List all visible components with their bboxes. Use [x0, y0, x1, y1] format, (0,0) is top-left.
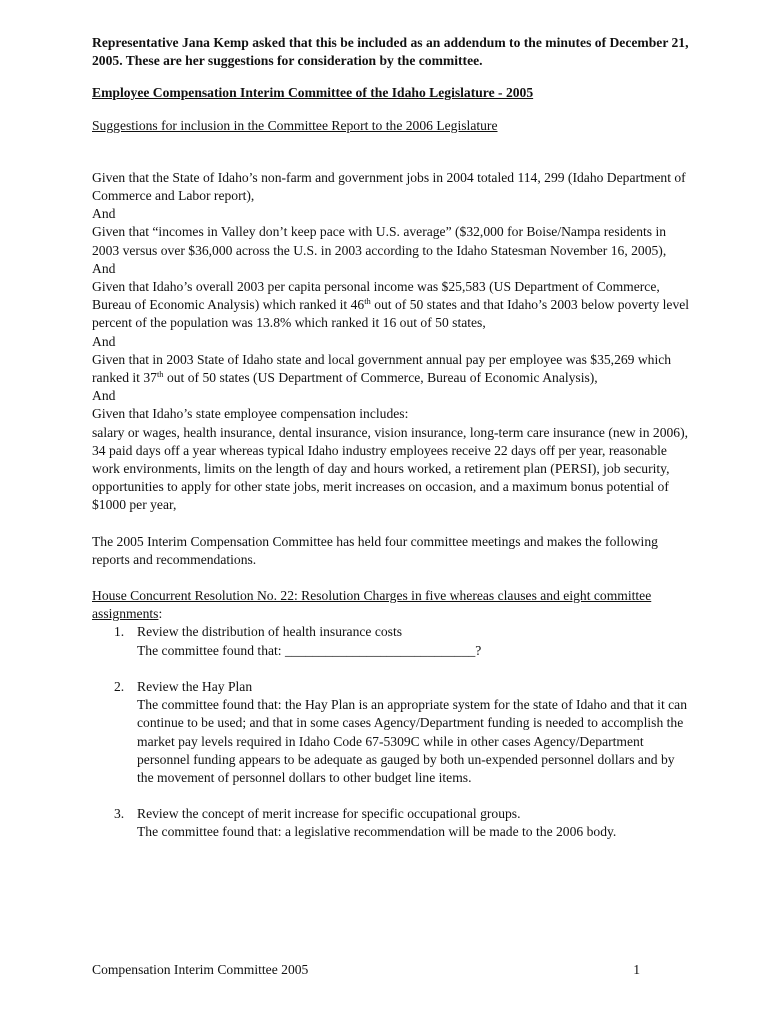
page-footer	[92, 961, 640, 979]
report-subtitle: Suggestions for inclusion in the Committee Report to the 2006 Legislature	[92, 117, 498, 133]
committee-title: Employee Compensation Interim Committee of the Idaho Legislature - 2005	[92, 85, 534, 101]
list-item-number: 3.	[114, 806, 125, 822]
list-item	[92, 678, 692, 787]
given-clause-4-part-a: Given that in 2003 State of Idaho state and local government annual pay per employee was $35,269 which ranked it 37	[92, 351, 672, 386]
ordinal-suffix: th	[156, 369, 164, 380]
and-connector-2: And	[92, 260, 116, 276]
list-item-number: 1.	[114, 624, 125, 640]
intro-note: Representative Jana Kemp asked that this be included as an addendum to the minutes of December 21, 2005. These are her suggestions for consideration by the committee.	[92, 35, 689, 69]
page-number: 1	[633, 962, 640, 977]
list-spacer	[92, 660, 692, 678]
hcr-heading-colon: :	[158, 606, 163, 622]
given-clause-3	[92, 278, 692, 333]
and-connector-4: And	[92, 388, 116, 404]
list-item-finding: The committee found that: the Hay Plan is an appropriate system for the state of Idaho and that it can continue to be used; and that in some cases Agency/Department funding is needed to accomplish the market pay levels required in Idaho Code 67-5309C while in other cases Agency/Department personnel funding appears to be adequate as gauged by both un-expended personnel dollars and by the movement of personnel dollars to other budget line items.	[137, 697, 688, 785]
summary-paragraph: The 2005 Interim Compensation Committee has held four committee meetings and makes the following reports and recommendations.	[92, 533, 658, 567]
list-spacer	[92, 787, 692, 805]
list-item	[92, 623, 692, 659]
list-item-finding: The committee found that: ____________________________?	[137, 642, 482, 658]
given-clause-5: Given that Idaho’s state employee compensation includes:	[92, 406, 409, 422]
list-item-title: Review the Hay Plan	[137, 678, 253, 694]
and-connector-3: And	[92, 333, 116, 349]
given-clause-4	[92, 351, 692, 387]
compensation-list: salary or wages, health insurance, dental insurance, vision insurance, long-term care insurance (new in 2006), 34 paid days off a year whereas typical Idaho industry employees receive 22 days off per year, reasonable work environments, limits on the length of day and hours worked, a retirement plan (PERSI), job security, opportunities to apply for other state jobs, merit increases on occasion, and a maximum bonus potential of $1000 per year,	[92, 424, 689, 513]
ordinal-suffix: th	[364, 296, 371, 307]
hcr-heading-text: House Concurrent Resolution No. 22: Resolution Charges in five whereas clauses and eight committee assignments	[92, 588, 652, 622]
given-clause-3-part-a: Given that Idaho’s overall 2003 per capita personal income was $25,583 (US Department of Commerce, Bureau of Economic Analysis) which ranked it 46	[92, 279, 660, 313]
given-clause-4-part-b: out of 50 states (US Department of Commerce, Bureau of Economic Analysis),	[163, 370, 598, 386]
list-item-title: Review the concept of merit increase for specific occupational groups.	[137, 806, 521, 822]
given-clause-3-part-b: out of 50 states and that Idaho’s 2003 below poverty level percent of the population was 13.8% which ranked it 16 out of 50 states,	[92, 297, 690, 331]
list-item-number: 2.	[114, 678, 125, 694]
list-item-finding: The committee found that: a legislative recommendation will be made to the 2006 body.	[137, 824, 617, 840]
list-item-title: Review the distribution of health insurance costs	[137, 624, 403, 640]
assignment-list	[92, 623, 692, 841]
hcr-heading	[92, 587, 692, 623]
and-connector-1: And	[92, 206, 116, 222]
document-page	[92, 34, 692, 842]
given-clause-2: Given that “incomes in Valley don’t keep pace with U.S. average” ($32,000 for Boise/Nampa residents in 2003 versus over $36,000 across the U.S. in 2003 according to the Idaho Statesman November 16, 2005),	[92, 224, 667, 258]
given-clause-1: Given that the State of Idaho’s non-farm and government jobs in 2004 totaled 114, 299 (Idaho Department of Commerce and Labor report),	[92, 169, 686, 204]
footer-title: Compensation Interim Committee 2005	[92, 962, 309, 977]
list-item	[92, 805, 692, 841]
